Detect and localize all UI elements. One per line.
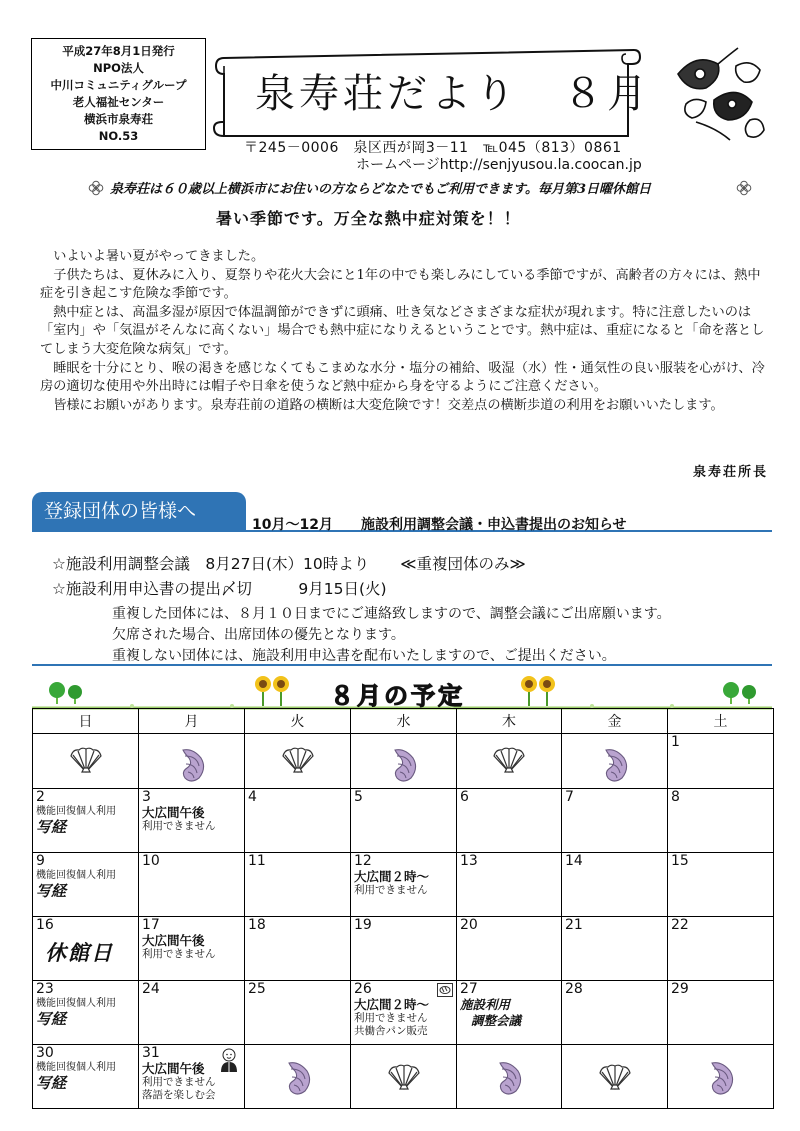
meeting-item: ☆施設利用調整会議 8月27日(木）10時より ≪重複団体のみ≫ (52, 555, 526, 573)
event-text: 利用できません (142, 948, 216, 960)
day-number: 21 (565, 917, 583, 933)
event-text: 落語を楽しむ会 (142, 1089, 216, 1101)
calendar-week (33, 1045, 774, 1109)
weekday-header (33, 709, 774, 734)
note-line: 重複しない団体には、施設利用申込書を配布いたしますので、ご提出ください。 (112, 648, 616, 664)
scallop-shell-icon (490, 746, 528, 778)
day-number: 28 (565, 981, 583, 997)
day-number: 17 (142, 917, 160, 933)
calendar-day (457, 853, 562, 917)
event-title: 施設利用 (460, 997, 511, 1012)
day-number: 8 (671, 789, 680, 805)
event-title: 大広間２時～ (354, 869, 430, 884)
intro-text: 泉寿荘は６０歳以上横浜市にお住いの方ならどなたでもご利用できます。毎月第3日曜休館日 (110, 182, 652, 197)
calendar-day (562, 853, 668, 917)
day-number: 29 (671, 981, 689, 997)
day-number: 15 (671, 853, 689, 869)
calendar-day (245, 789, 351, 853)
weekday-mon: 月 (139, 709, 245, 734)
calendar-day (457, 917, 562, 981)
weekday-tue: 火 (245, 709, 351, 734)
day-number: 23 (36, 981, 54, 997)
day-number: 18 (248, 917, 266, 933)
registration-tab: 登録団体の皆様へ (32, 492, 246, 530)
day-number: 22 (671, 917, 689, 933)
calendar-day (562, 789, 668, 853)
day-number: 14 (565, 853, 583, 869)
calendar-day (139, 853, 245, 917)
scallop-shell-icon (67, 746, 105, 778)
calendar-day (668, 981, 774, 1045)
day-number: 4 (248, 789, 257, 805)
scallop-shell-icon (279, 746, 317, 778)
note-line: 重複した団体には、８月１０日までにご連絡致しますので、調整会議にご出席願います。 (112, 606, 671, 622)
day-number: 2 (36, 789, 45, 805)
paragraph: 子供たちは、夏休みに入り、夏祭りや花火大会にと1年の中でも楽しみにしている季節ですが、高齢者の方々には、熱中症を引き起こす危険な季節です。 (40, 267, 761, 302)
event-text: 利用できません (142, 1076, 216, 1088)
scallop-shell-icon (596, 1063, 634, 1095)
day-number: 6 (460, 789, 469, 805)
day-number: 3 (142, 789, 151, 805)
paragraph: いよいよ暑い夏がやってきました。 (53, 249, 265, 264)
headline: 暑い季節です。万全な熱中症対策を！！ (216, 209, 521, 228)
schedule-title: ８月の予定 (330, 682, 465, 710)
calendar-cell-empty (668, 1045, 774, 1109)
calendar-day (33, 853, 139, 917)
calendar-day (351, 981, 457, 1045)
calendar-day (562, 981, 668, 1045)
calendar-day (33, 789, 139, 853)
day-number: 1 (671, 734, 680, 750)
event-title: 写経 (36, 1074, 67, 1092)
weekday-thu: 木 (457, 709, 562, 734)
calendar-day (351, 917, 457, 981)
spiral-shell-icon (283, 1059, 313, 1101)
calendar-cell-empty (245, 1045, 351, 1109)
day-number: 24 (142, 981, 160, 997)
calendar-day (245, 981, 351, 1045)
calendar-day (668, 917, 774, 981)
event-text: 利用できません (142, 820, 216, 832)
calendar-cell-empty (457, 1045, 562, 1109)
calendar-week (33, 981, 774, 1045)
calendar-cell-empty (562, 734, 668, 789)
event-title: 大広間午後 (142, 1061, 205, 1076)
spiral-shell-icon (600, 746, 630, 788)
event-title: 写経 (36, 1010, 67, 1028)
scallop-shell-icon (385, 1063, 423, 1095)
weekday-sun: 日 (33, 709, 139, 734)
day-number: 11 (248, 853, 266, 869)
weekday-sat: 土 (668, 709, 774, 734)
calendar-day (562, 917, 668, 981)
calendar-day (351, 853, 457, 917)
body-text (40, 248, 770, 415)
calendar-cell-empty (245, 734, 351, 789)
day-number: 27 (460, 981, 478, 997)
calendar-day (457, 981, 562, 1045)
calendar-day (33, 1045, 139, 1109)
event-text: 利用できません (354, 884, 428, 896)
day-number: 31 (142, 1045, 160, 1061)
clover-icon (88, 180, 104, 196)
rakugo-performer-icon (218, 1047, 240, 1073)
weekday-wed: 水 (351, 709, 457, 734)
calendar-day (668, 789, 774, 853)
paragraph: 皆様にお願いがあります。泉寿荘前の道路の横断は大変危険です！交差点の横断歩道の利用をお願いいたします。 (53, 397, 724, 413)
calendar-cell-empty (351, 734, 457, 789)
paragraph: 睡眠を十分にとり、喉の渇きを感じなくてもこまめな水分・塩分の補給、吸湿（水）性・通気性の良い服装を心がけ、冷房の適切な使用や外出時には帽子や日傘を使うなど熱中症から身を守るようにご注意ください。 (40, 360, 765, 395)
clover-icon (736, 180, 752, 196)
event-title: 写経 (36, 818, 67, 836)
issue-number: NO.53 (98, 129, 139, 143)
paragraph: 熱中症とは、高温多湿が原因で体温調節ができずに頭痛、吐き気などさまざまな症状が現れます。特に注意したいのは「室内」や「気温がそんなに高くない」場合でも熱中症になりえるということです。熱中症は、重症になると「命を落としてしまう大変危険な病気」です。 (40, 304, 765, 357)
event-text: 機能回復個人利用 (36, 998, 116, 1009)
event-title: 写経 (36, 882, 67, 900)
registration-subtitle: 10月～12月 施設利用調整会議・申込書提出のお知らせ (252, 517, 627, 533)
issue-date: 平成27年8月1日発行 (62, 44, 175, 58)
day-number: 9 (36, 853, 45, 869)
signature: 泉寿荘所長 (692, 465, 768, 480)
day-number: 12 (354, 853, 372, 869)
weekday-fri: 金 (562, 709, 668, 734)
divider (32, 664, 772, 666)
newsletter-title: 泉寿荘だより ８月 (255, 71, 651, 117)
event-title: 調整会議 (471, 1013, 522, 1028)
calendar-day (351, 789, 457, 853)
day-number: 26 (354, 981, 372, 997)
org-type: NPO法人 (93, 61, 144, 75)
facility-name: 横浜市泉寿荘 (84, 112, 153, 126)
spiral-shell-icon (177, 746, 207, 788)
publisher-box (31, 38, 206, 150)
day-number: 16 (36, 917, 54, 933)
address: 〒245－0006 泉区西が岡3－11 ℡045（813）0861 (244, 140, 622, 156)
calendar-day (668, 853, 774, 917)
event-text: 機能回復個人利用 (36, 1062, 116, 1073)
calendar-day (139, 1045, 245, 1109)
spiral-shell-icon (706, 1059, 736, 1101)
closed-day-label: 休館日 (45, 940, 114, 965)
event-title: 大広間２時～ (354, 997, 430, 1012)
calendar-cell-empty (139, 734, 245, 789)
bread-icon (437, 983, 453, 997)
day-number: 19 (354, 917, 372, 933)
spiral-shell-icon (494, 1059, 524, 1101)
calendar-day (245, 917, 351, 981)
homepage-link[interactable]: ホームページhttp://senjyusou.la.coocan.jp (356, 157, 642, 173)
event-text: 利用できません (354, 1012, 428, 1024)
event-text: 共働舎パン販売 (354, 1025, 428, 1037)
calendar-week (33, 853, 774, 917)
day-number: 5 (354, 789, 363, 805)
org-name: 中川コミュニティグループ (50, 78, 187, 92)
calendar-day-1 (668, 734, 774, 789)
event-title: 大広間午後 (142, 805, 205, 820)
spiral-shell-icon (389, 746, 419, 788)
note-line: 欠席された場合、出席団体の優先となります。 (112, 627, 405, 643)
calendar (32, 708, 774, 1109)
calendar-day (457, 789, 562, 853)
day-number: 20 (460, 917, 478, 933)
event-text: 機能回復個人利用 (36, 870, 116, 881)
day-number: 13 (460, 853, 478, 869)
event-text: 機能回復個人利用 (36, 806, 116, 817)
calendar-day (245, 853, 351, 917)
morning-glory-icon (666, 44, 770, 148)
calendar-day (33, 981, 139, 1045)
day-number: 25 (248, 981, 266, 997)
calendar-week (33, 917, 774, 981)
calendar-day (139, 789, 245, 853)
calendar-cell-empty (33, 734, 139, 789)
calendar-cell-empty (351, 1045, 457, 1109)
day-number: 7 (565, 789, 574, 805)
center-name: 老人福祉センター (72, 95, 165, 109)
calendar-day (33, 917, 139, 981)
calendar-week (33, 789, 774, 853)
calendar-week (33, 734, 774, 789)
calendar-day (139, 917, 245, 981)
calendar-day (139, 981, 245, 1045)
day-number: 10 (142, 853, 160, 869)
event-title: 大広間午後 (142, 933, 205, 948)
calendar-cell-empty (562, 1045, 668, 1109)
calendar-cell-empty (457, 734, 562, 789)
deadline-item: ☆施設利用申込書の提出〆切 9月15日(火) (52, 580, 387, 598)
day-number: 30 (36, 1045, 54, 1061)
